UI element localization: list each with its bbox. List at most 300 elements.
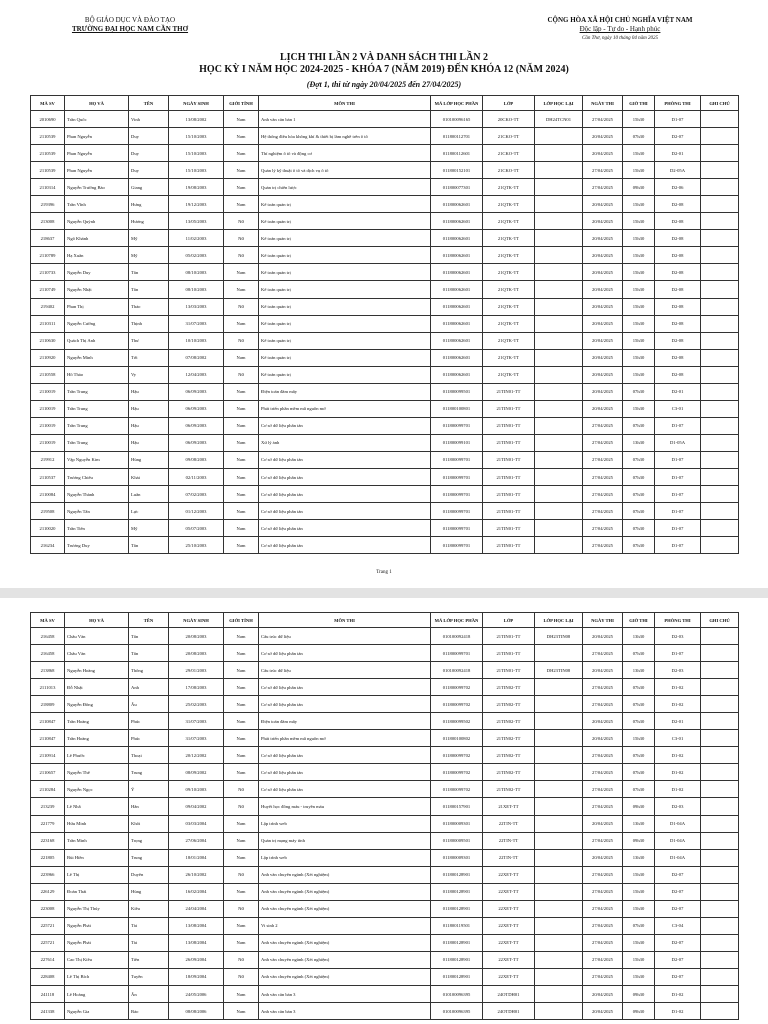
- cell-note: [701, 111, 739, 128]
- cell-last-name: Trần Trung: [65, 383, 129, 400]
- cell-exam-room: D1-04A: [655, 815, 701, 832]
- cell-exam-time: 13h30: [623, 662, 655, 679]
- cell-last-name: Ngô Khánh: [65, 230, 129, 247]
- cell-retake-class: [535, 696, 583, 713]
- cell-last-name: Cao Thị Kiều: [65, 951, 129, 968]
- cell-retake-class: [535, 520, 583, 537]
- cell-birth-date: 17/08/2003: [169, 679, 224, 696]
- cell-subject: Cơ sở dữ liệu phân tán: [259, 451, 431, 468]
- cell-note: [701, 662, 739, 679]
- cell-class-code: 011800099502: [431, 713, 483, 730]
- cell-gender: Nữ: [224, 366, 259, 383]
- cell-gender: Nữ: [224, 213, 259, 230]
- cell-exam-room: D1-02: [655, 764, 701, 781]
- cell-subject: Anh văn chuyên ngành (Xét nghiệm): [259, 968, 431, 985]
- cell-exam-date: 27/04/2025: [583, 486, 623, 503]
- cell-note: [701, 798, 739, 815]
- cell-class: 21TIN02-TT: [483, 679, 535, 696]
- cell-retake-class: [535, 162, 583, 179]
- cell-exam-time: 13h30: [623, 849, 655, 866]
- cell-student-id: 2010690: [31, 111, 65, 128]
- cell-gender: Nữ: [224, 900, 259, 917]
- cell-last-name: Nguyễn Quỳnh: [65, 213, 129, 230]
- cell-exam-time: 15h30: [623, 264, 655, 281]
- cell-class-code: 011800062601: [431, 349, 483, 366]
- cell-last-name: Nguyễn Minh: [65, 349, 129, 366]
- cell-class-code: 011800152101: [431, 162, 483, 179]
- cell-class: 21QTK-TT: [483, 213, 535, 230]
- cell-first-name: Hân: [129, 798, 169, 815]
- cell-last-name: Phan Nguyễn: [65, 145, 129, 162]
- cell-class-code: 011800128901: [431, 866, 483, 883]
- cell-class-code: 011800099501: [431, 383, 483, 400]
- cell-class: 21TIN02-TT: [483, 747, 535, 764]
- cell-note: [701, 264, 739, 281]
- cell-first-name: Duy: [129, 162, 169, 179]
- cell-exam-room: D1-02: [655, 679, 701, 696]
- cell-exam-date: 27/04/2025: [583, 747, 623, 764]
- cell-exam-time: 15h30: [623, 247, 655, 264]
- cell-exam-room: D1-07: [655, 451, 701, 468]
- cell-first-name: Hưng: [129, 196, 169, 213]
- cell-exam-date: 27/04/2025: [583, 537, 623, 554]
- cell-student-id: 2110558: [31, 366, 65, 383]
- column-header-exam-time: GIỜ THI: [623, 613, 655, 628]
- cell-class-code: 011800099701: [431, 486, 483, 503]
- cell-class: 21QTK-TT: [483, 264, 535, 281]
- cell-exam-time: 15h30: [623, 400, 655, 417]
- cell-birth-date: 09/10/2003: [169, 781, 224, 798]
- cell-last-name: Hửu Minh: [65, 815, 129, 832]
- cell-exam-date: 27/04/2025: [583, 468, 623, 485]
- cell-gender: Nam: [224, 162, 259, 179]
- cell-exam-time: 15h30: [623, 968, 655, 985]
- cell-exam-time: 07h30: [623, 383, 655, 400]
- column-header-birth-date: NGÀY SINH: [169, 613, 224, 628]
- cell-class-code: 011800077301: [431, 179, 483, 196]
- cell-retake-class: [535, 537, 583, 554]
- table-row: [31, 917, 739, 934]
- cell-exam-room: D1-02: [655, 781, 701, 798]
- cell-exam-date: 20/04/2025: [583, 815, 623, 832]
- cell-retake-class: [535, 281, 583, 298]
- column-header-class-code: MÃ LỚP HỌC PHẦN: [431, 613, 483, 628]
- cell-class: 21TIN01-TT: [483, 417, 535, 434]
- cell-first-name: Khôi: [129, 815, 169, 832]
- cell-last-name: Nguyễn Thị Thúy: [65, 900, 129, 917]
- cell-last-name: Lê Thị: [65, 866, 129, 883]
- cell-class: 21TIN02-TT: [483, 730, 535, 747]
- cell-subject: Điện toán đám mây: [259, 713, 431, 730]
- cell-class-code: 011800062601: [431, 264, 483, 281]
- cell-class: 22TIN-TT: [483, 832, 535, 849]
- cell-birth-date: 25/02/2003: [169, 696, 224, 713]
- cell-exam-room: D2-03: [655, 798, 701, 815]
- cell-first-name: Ân: [129, 985, 169, 1002]
- cell-first-name: Hậu: [129, 383, 169, 400]
- document-title: LỊCH THI LẦN 2 VÀ DANH SÁCH THI LẦN 2: [279, 52, 489, 63]
- cell-note: [701, 179, 739, 196]
- cell-subject: Kế toán quản trị: [259, 247, 431, 264]
- cell-last-name: Châu Văn: [65, 645, 129, 662]
- cell-student-id: 2110314: [31, 179, 65, 196]
- cell-retake-class: [535, 179, 583, 196]
- cell-exam-date: 27/04/2025: [583, 934, 623, 951]
- cell-first-name: Hùng: [129, 451, 169, 468]
- cell-birth-date: 20/12/2002: [169, 747, 224, 764]
- cell-exam-room: D2-07: [655, 968, 701, 985]
- table-row: [31, 451, 739, 468]
- cell-exam-date: 20/04/2025: [583, 400, 623, 417]
- national-title: CỘNG HÒA XÃ HỘI CHỦ NGHĨA VIỆT NAM: [547, 16, 693, 24]
- cell-subject: Cơ sở dữ liệu phân tán: [259, 679, 431, 696]
- cell-last-name: Nguyễn Gia: [65, 1003, 129, 1020]
- cell-class: 21TIN01-TT: [483, 662, 535, 679]
- cell-first-name: Anh: [129, 679, 169, 696]
- table-row: [31, 196, 739, 213]
- cell-subject: Phát triển phần mềm mã nguồn mở: [259, 730, 431, 747]
- cell-retake-class: [535, 781, 583, 798]
- cell-exam-time: 07h30: [623, 917, 655, 934]
- cell-first-name: Tài: [129, 917, 169, 934]
- cell-first-name: Vy: [129, 366, 169, 383]
- cell-student-id: 2110749: [31, 281, 65, 298]
- cell-birth-date: 10/10/2003: [169, 332, 224, 349]
- cell-student-id: 2110920: [31, 349, 65, 366]
- cell-note: [701, 162, 739, 179]
- cell-exam-time: 07h30: [623, 696, 655, 713]
- column-header-student-id: MÃ SV: [31, 613, 65, 628]
- table-row: [31, 968, 739, 985]
- cell-note: [701, 520, 739, 537]
- cell-class: 21TIN01-TT: [483, 468, 535, 485]
- cell-gender: Nam: [224, 679, 259, 696]
- cell-exam-room: D1-07: [655, 520, 701, 537]
- cell-retake-class: [535, 679, 583, 696]
- cell-class: 21TIN02-TT: [483, 696, 535, 713]
- cell-student-id: 2110539: [31, 128, 65, 145]
- cell-exam-date: 20/04/2025: [583, 849, 623, 866]
- table-row: [31, 383, 739, 400]
- cell-retake-class: [535, 468, 583, 485]
- cell-retake-class: [535, 145, 583, 162]
- cell-exam-date: 27/04/2025: [583, 417, 623, 434]
- table-row: [31, 934, 739, 951]
- cell-class-code: 011800099702: [431, 764, 483, 781]
- cell-birth-date: 06/09/2003: [169, 434, 224, 451]
- cell-subject: Điện toán đám mây: [259, 383, 431, 400]
- cell-class: 21XET-TT: [483, 798, 535, 815]
- cell-exam-room: C3-04: [655, 917, 701, 934]
- cell-gender: Nữ: [224, 332, 259, 349]
- cell-exam-time: 07h30: [623, 747, 655, 764]
- cell-exam-time: 13h30: [623, 815, 655, 832]
- cell-class-code: 011800099701: [431, 503, 483, 520]
- cell-exam-time: 07h30: [623, 451, 655, 468]
- cell-first-name: Tới: [129, 349, 169, 366]
- table-header-row: [31, 613, 739, 628]
- cell-birth-date: 27/06/2004: [169, 832, 224, 849]
- cell-last-name: Trần Vĩnh: [65, 196, 129, 213]
- cell-retake-class: [535, 883, 583, 900]
- cell-first-name: Vinh: [129, 111, 169, 128]
- cell-student-id: 2110539: [31, 145, 65, 162]
- table-row: [31, 315, 739, 332]
- cell-exam-date: 20/04/2025: [583, 213, 623, 230]
- cell-exam-date: 20/04/2025: [583, 196, 623, 213]
- cell-first-name: Tiên: [129, 951, 169, 968]
- cell-gender: Nam: [224, 537, 259, 554]
- cell-exam-time: 15h30: [623, 162, 655, 179]
- cell-last-name: Lê Hoàng: [65, 985, 129, 1002]
- cell-birth-date: 19/08/2003: [169, 179, 224, 196]
- cell-class: 24OTDH01: [483, 985, 535, 1002]
- table-row: [31, 468, 739, 485]
- cell-first-name: Trung: [129, 764, 169, 781]
- table-row: [31, 486, 739, 503]
- table-row: [31, 247, 739, 264]
- cell-class-code: 011800099101: [431, 434, 483, 451]
- cell-note: [701, 900, 739, 917]
- cell-subject: Anh văn chuyên ngành (Xét nghiệm): [259, 866, 431, 883]
- cell-birth-date: 12/04/2003: [169, 366, 224, 383]
- cell-birth-date: 03/03/2004: [169, 815, 224, 832]
- cell-exam-date: 27/04/2025: [583, 503, 623, 520]
- cell-exam-room: D2-07: [655, 128, 701, 145]
- exam-schedule-table-page-2: [30, 612, 739, 1020]
- cell-class-code: 011800062601: [431, 213, 483, 230]
- university-name: TRƯỜNG ĐẠI HỌC NAM CẦN THƠ: [71, 25, 189, 33]
- cell-class-code: 010100096165: [431, 111, 483, 128]
- cell-class: 22XET-TT: [483, 917, 535, 934]
- cell-student-id: 2110019: [31, 417, 65, 434]
- cell-exam-time: 15h30: [623, 111, 655, 128]
- ministry-header: [30, 16, 230, 34]
- cell-student-id: 219402: [31, 298, 65, 315]
- cell-first-name: Tân: [129, 281, 169, 298]
- cell-class-code: 011800099702: [431, 747, 483, 764]
- cell-exam-date: 27/04/2025: [583, 900, 623, 917]
- cell-student-id: 219508: [31, 503, 65, 520]
- cell-retake-class: [535, 486, 583, 503]
- cell-exam-room: D1-07: [655, 111, 701, 128]
- cell-gender: Nam: [224, 179, 259, 196]
- cell-exam-date: 20/04/2025: [583, 628, 623, 645]
- cell-exam-room: D1-07: [655, 537, 701, 554]
- cell-note: [701, 366, 739, 383]
- table-row: [31, 230, 739, 247]
- column-header-gender: GIỚI TÍNH: [224, 96, 259, 111]
- cell-exam-room: D1-02: [655, 1003, 701, 1020]
- cell-last-name: Phan Nguyễn: [65, 128, 129, 145]
- cell-exam-room: D2-07: [655, 951, 701, 968]
- cell-subject: Cơ sở dữ liệu phân tán: [259, 781, 431, 798]
- cell-subject: Cấu trúc dữ liệu: [259, 662, 431, 679]
- cell-retake-class: [535, 434, 583, 451]
- cell-retake-class: [535, 832, 583, 849]
- cell-gender: Nam: [224, 486, 259, 503]
- cell-birth-date: 13/08/2004: [169, 917, 224, 934]
- table-row: [31, 332, 739, 349]
- cell-first-name: Thông: [129, 662, 169, 679]
- cell-retake-class: [535, 417, 583, 434]
- cell-retake-class: DH23TIN08: [535, 628, 583, 645]
- cell-class: 21QTK-TT: [483, 298, 535, 315]
- cell-note: [701, 298, 739, 315]
- cell-subject: Vi sinh 2: [259, 917, 431, 934]
- cell-last-name: Nguyễn Nhật: [65, 281, 129, 298]
- cell-class-code: 011800062601: [431, 332, 483, 349]
- cell-exam-time: 13h30: [623, 628, 655, 645]
- cell-exam-date: 27/04/2025: [583, 679, 623, 696]
- cell-exam-room: D1-07: [655, 486, 701, 503]
- cell-exam-date: 20/04/2025: [583, 281, 623, 298]
- table-row: [31, 900, 739, 917]
- cell-first-name: Hậu: [129, 434, 169, 451]
- cell-note: [701, 747, 739, 764]
- cell-note: [701, 281, 739, 298]
- cell-class-code: 011800100802: [431, 730, 483, 747]
- document-subtitle: HỌC KỲ I NĂM HỌC 2024-2025 - KHÓA 7 (NĂM 2019) ĐẾN KHÓA 12 (NĂM 2024): [199, 64, 569, 75]
- cell-gender: Nam: [224, 832, 259, 849]
- cell-class-code: 011800128901: [431, 934, 483, 951]
- cell-retake-class: [535, 383, 583, 400]
- cell-birth-date: 20/08/2003: [169, 645, 224, 662]
- cell-birth-date: 13/03/2003: [169, 298, 224, 315]
- cell-subject: Cơ sở dữ liệu phân tán: [259, 417, 431, 434]
- cell-exam-time: 07h30: [623, 468, 655, 485]
- cell-gender: Nữ: [224, 968, 259, 985]
- cell-note: [701, 679, 739, 696]
- cell-birth-date: 07/08/2002: [169, 349, 224, 366]
- cell-exam-time: 07h30: [623, 128, 655, 145]
- cell-subject: Kế toán quản trị: [259, 332, 431, 349]
- cell-student-id: 2110539: [31, 162, 65, 179]
- table-row: [31, 264, 739, 281]
- column-header-first-name: TÊN: [129, 96, 169, 111]
- cell-subject: Quản trị mạng máy tính: [259, 832, 431, 849]
- cell-exam-date: 20/04/2025: [583, 985, 623, 1002]
- cell-gender: Nam: [224, 696, 259, 713]
- cell-last-name: Nguyễn Đông: [65, 696, 129, 713]
- cell-class: 22XET-TT: [483, 883, 535, 900]
- cell-class-code: 011800128901: [431, 900, 483, 917]
- cell-last-name: Quách Thị Anh: [65, 332, 129, 349]
- cell-class: 21TIN01-TT: [483, 503, 535, 520]
- cell-birth-date: 13/05/2003: [169, 213, 224, 230]
- column-header-class: LỚP: [483, 613, 535, 628]
- page-separator: [0, 588, 768, 598]
- cell-retake-class: [535, 366, 583, 383]
- table-row: [31, 434, 739, 451]
- cell-exam-time: 07h30: [623, 503, 655, 520]
- table-row: [31, 764, 739, 781]
- cell-last-name: Nguyễn Thế: [65, 764, 129, 781]
- cell-subject: Cơ sở dữ liệu phân tán: [259, 503, 431, 520]
- cell-last-name: Đỗ Nhật: [65, 679, 129, 696]
- cell-retake-class: [535, 196, 583, 213]
- cell-retake-class: [535, 917, 583, 934]
- cell-exam-date: 20/04/2025: [583, 349, 623, 366]
- cell-note: [701, 451, 739, 468]
- table-row: [31, 628, 739, 645]
- cell-first-name: Khải: [129, 468, 169, 485]
- cell-class: 22XET-TT: [483, 951, 535, 968]
- cell-gender: Nam: [224, 111, 259, 128]
- cell-gender: Nữ: [224, 951, 259, 968]
- cell-student-id: 2110657: [31, 764, 65, 781]
- cell-gender: Nam: [224, 985, 259, 1002]
- cell-retake-class: [535, 968, 583, 985]
- table-row: [31, 145, 739, 162]
- cell-exam-room: D2-01: [655, 145, 701, 162]
- cell-first-name: Thư: [129, 332, 169, 349]
- cell-student-id: 225721: [31, 917, 65, 934]
- column-header-class: LỚP: [483, 96, 535, 111]
- cell-student-id: 225721: [31, 934, 65, 951]
- cell-class-code: 011800112701: [431, 128, 483, 145]
- cell-exam-time: 15h30: [623, 315, 655, 332]
- cell-student-id: 221779: [31, 815, 65, 832]
- cell-class: 24OTDH01: [483, 1003, 535, 1020]
- cell-exam-room: D2-08: [655, 213, 701, 230]
- cell-class: 22TIN-TT: [483, 815, 535, 832]
- cell-subject: Lập trình web: [259, 849, 431, 866]
- cell-exam-time: 09h30: [623, 832, 655, 849]
- cell-subject: Anh văn căn bản 1: [259, 111, 431, 128]
- table-row: [31, 366, 739, 383]
- cell-retake-class: [535, 764, 583, 781]
- cell-class-code: 011800099701: [431, 468, 483, 485]
- cell-last-name: Phan Thị: [65, 298, 129, 315]
- cell-exam-room: D2-08: [655, 247, 701, 264]
- cell-birth-date: 09/08/2003: [169, 451, 224, 468]
- cell-exam-time: 15h30: [623, 349, 655, 366]
- table-row: [31, 696, 739, 713]
- cell-subject: Lập trình web: [259, 815, 431, 832]
- cell-exam-time: 09h30: [623, 1003, 655, 1020]
- cell-last-name: Nguyễn Phát: [65, 934, 129, 951]
- cell-exam-room: D1-05A: [655, 434, 701, 451]
- cell-gender: Nam: [224, 764, 259, 781]
- cell-note: [701, 815, 739, 832]
- cell-birth-date: 02/11/2003: [169, 468, 224, 485]
- cell-gender: Nữ: [224, 798, 259, 815]
- cell-retake-class: [535, 451, 583, 468]
- cell-student-id: 2110847: [31, 713, 65, 730]
- cell-exam-date: 20/04/2025: [583, 730, 623, 747]
- national-motto: Độc lập - Tự do - Hạnh phúc: [579, 25, 661, 33]
- cell-student-id: 2110537: [31, 468, 65, 485]
- cell-exam-time: 07h30: [623, 486, 655, 503]
- cell-gender: Nam: [224, 349, 259, 366]
- cell-note: [701, 486, 739, 503]
- cell-subject: Anh văn chuyên ngành (Xét nghiệm): [259, 900, 431, 917]
- cell-class-code: 011800062601: [431, 315, 483, 332]
- cell-retake-class: [535, 713, 583, 730]
- cell-retake-class: [535, 645, 583, 662]
- cell-student-id: 2110019: [31, 383, 65, 400]
- cell-exam-room: D2-07: [655, 934, 701, 951]
- cell-student-id: 2110019: [31, 400, 65, 417]
- cell-retake-class: [535, 934, 583, 951]
- table-row: [31, 503, 739, 520]
- cell-subject: Anh văn căn bản 3: [259, 1003, 431, 1020]
- cell-gender: Nam: [224, 264, 259, 281]
- cell-retake-class: [535, 866, 583, 883]
- cell-exam-room: D1-04A: [655, 849, 701, 866]
- cell-gender: Nữ: [224, 866, 259, 883]
